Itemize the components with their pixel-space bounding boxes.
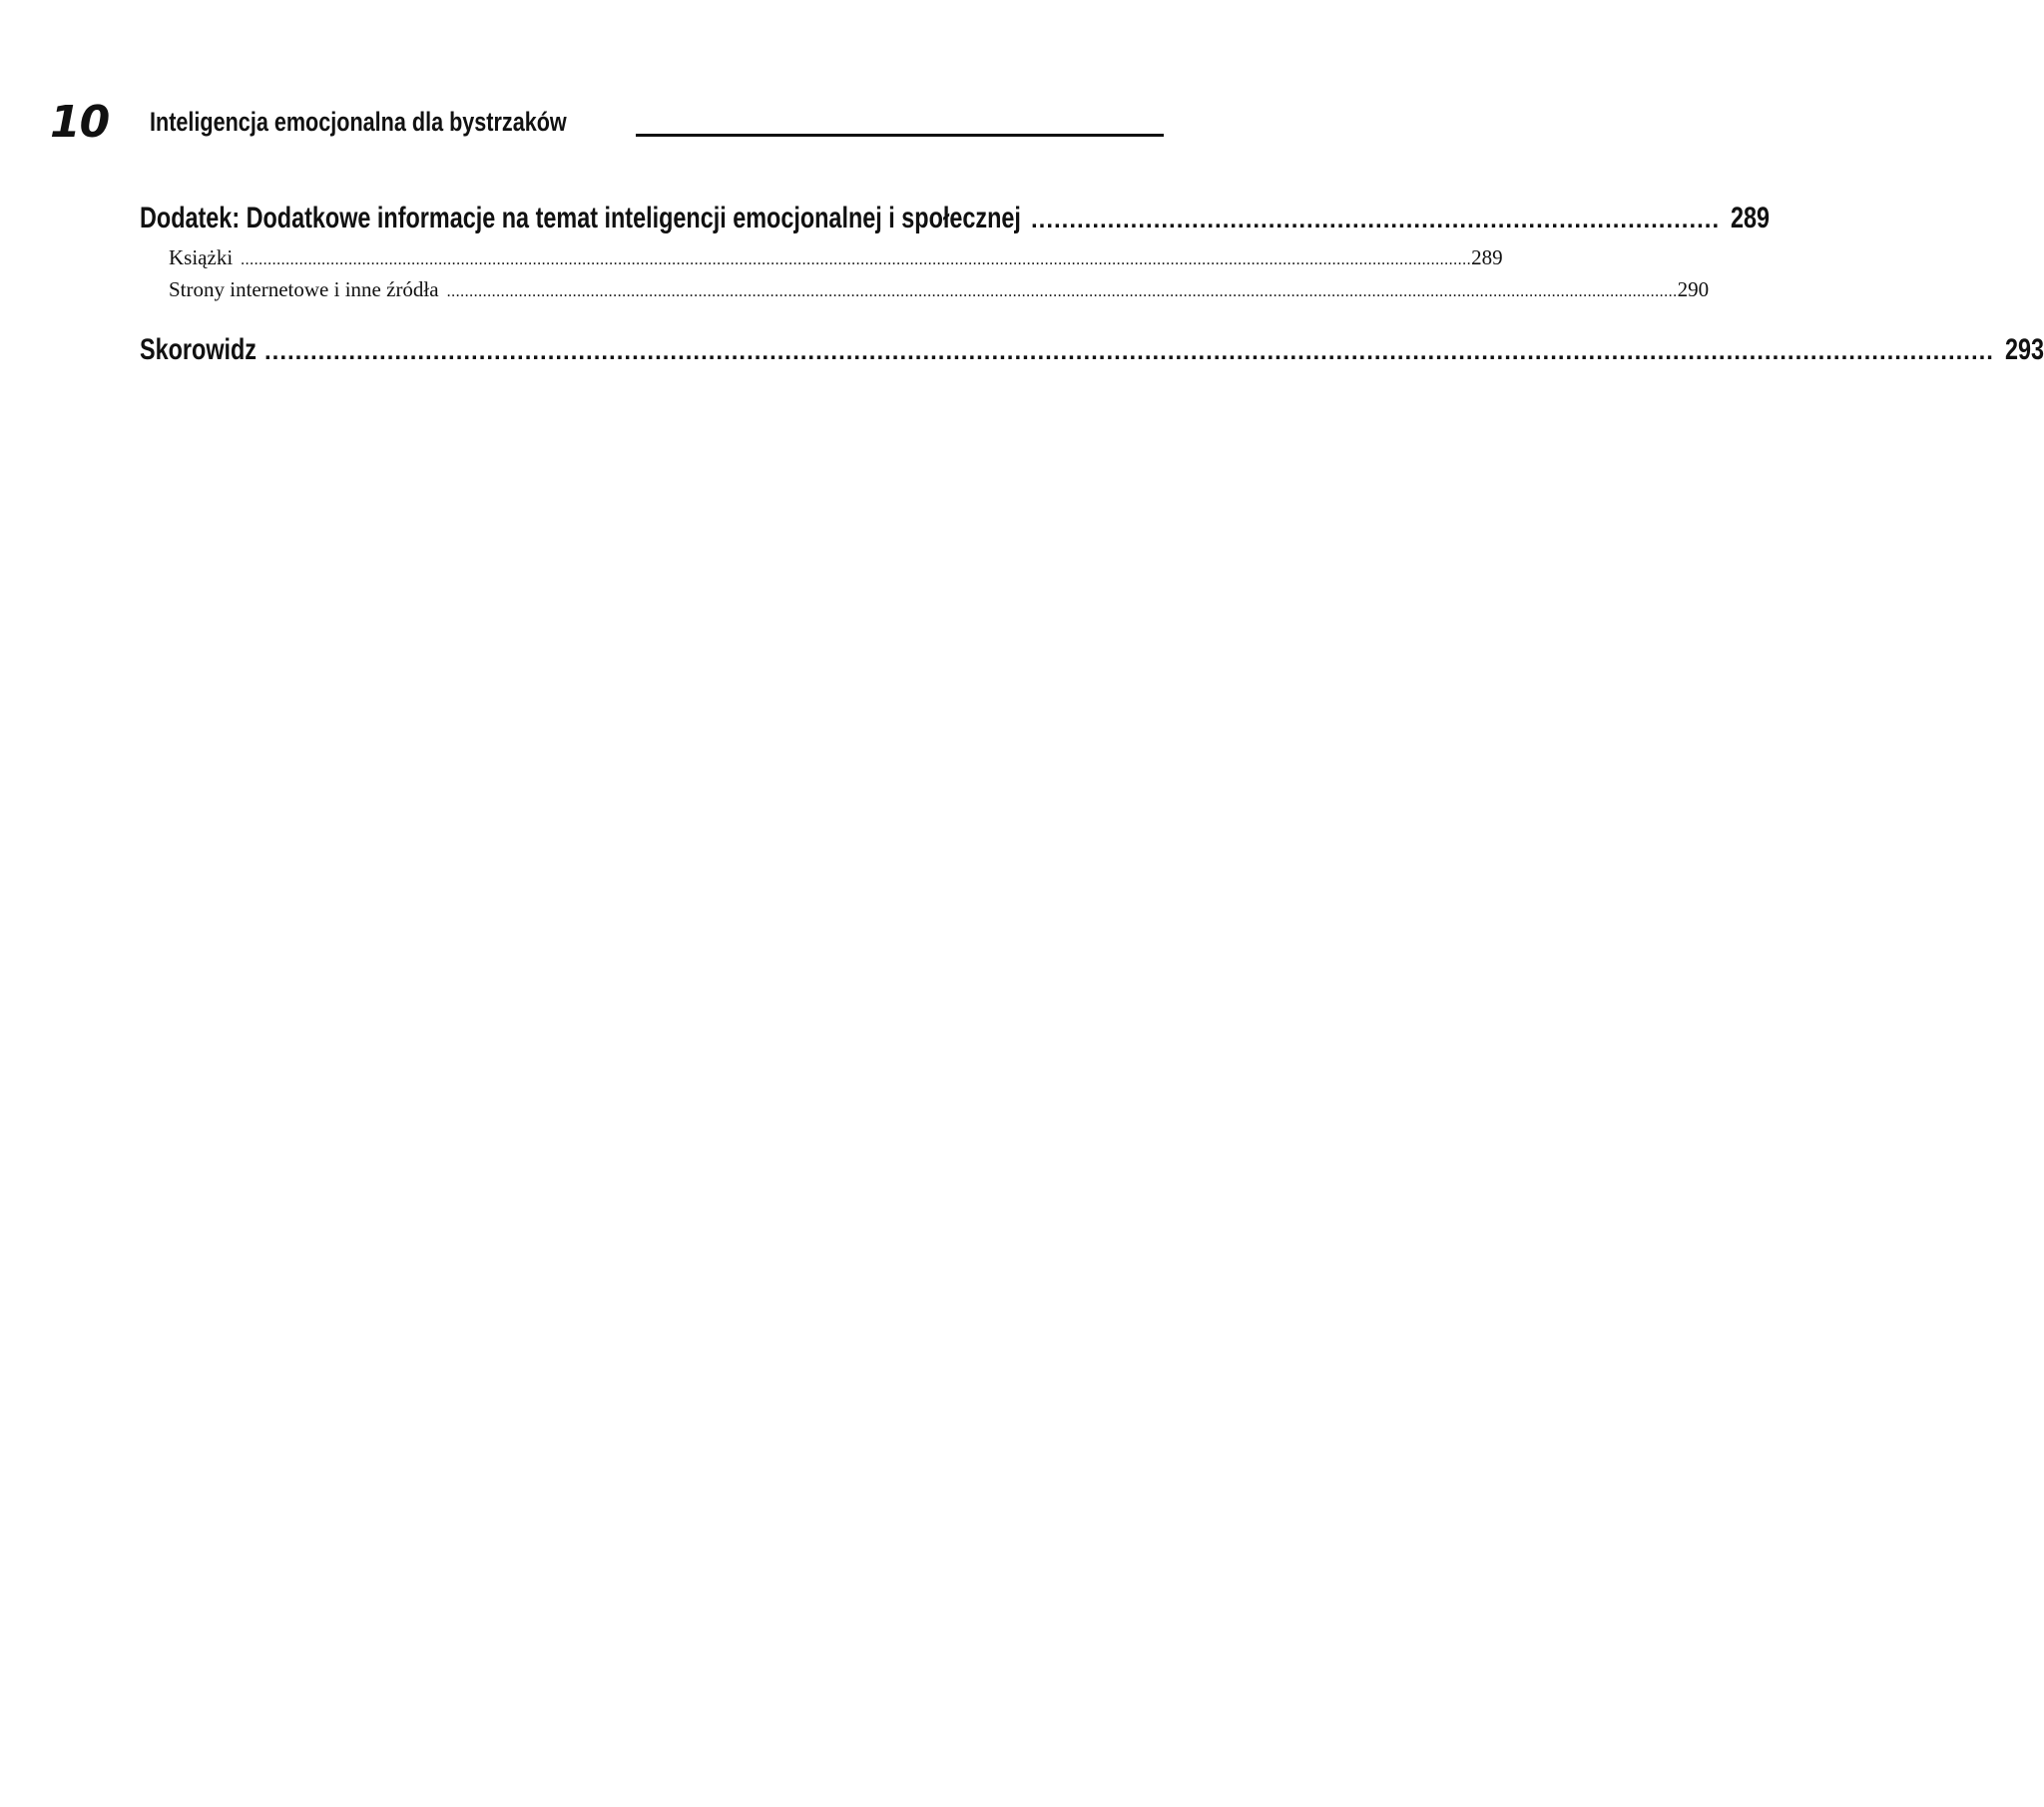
toc-entry-title: Skorowidz (140, 333, 257, 366)
page-number: 10 (50, 97, 110, 148)
toc-section-page: 289 (1471, 245, 1503, 269)
dot-leader: .......................................................................................... (1031, 207, 1721, 233)
header-rule (636, 134, 1164, 137)
toc-section-page: 290 (1677, 277, 1710, 301)
toc-entry-page: 293 (2004, 333, 2044, 366)
dot-leader: .................................................................................................................................................................................................................................................................................. (446, 283, 1678, 300)
toc-entry-title: Dodatek: Dodatkowe informacje na temat inteligencji emocjonalnej i społecznej (140, 202, 1021, 234)
toc-entry-title-wrap (140, 196, 1031, 241)
toc-entry-index[interactable] (140, 327, 2044, 373)
toc-entry-appendix[interactable] (140, 196, 1771, 241)
running-title: Inteligencja emocjonalna dla bystrzaków (150, 107, 567, 137)
table-of-contents (140, 196, 2044, 373)
toc-section-ksiazki[interactable] (140, 241, 1503, 273)
dot-leader: .................................................................................................................................................................................................................................................................................. (241, 251, 1472, 268)
toc-entry-title-wrap (140, 327, 264, 373)
toc-section-title: Strony internetowe i inne źródła (169, 277, 439, 301)
toc-section-strony[interactable] (140, 273, 1710, 305)
toc-entry-page: 289 (1731, 202, 1771, 234)
dot-leader: .................................................................................................................................................................................................................................. (264, 338, 1994, 365)
toc-section-title: Książki (169, 245, 234, 269)
page-header (50, 98, 1164, 148)
